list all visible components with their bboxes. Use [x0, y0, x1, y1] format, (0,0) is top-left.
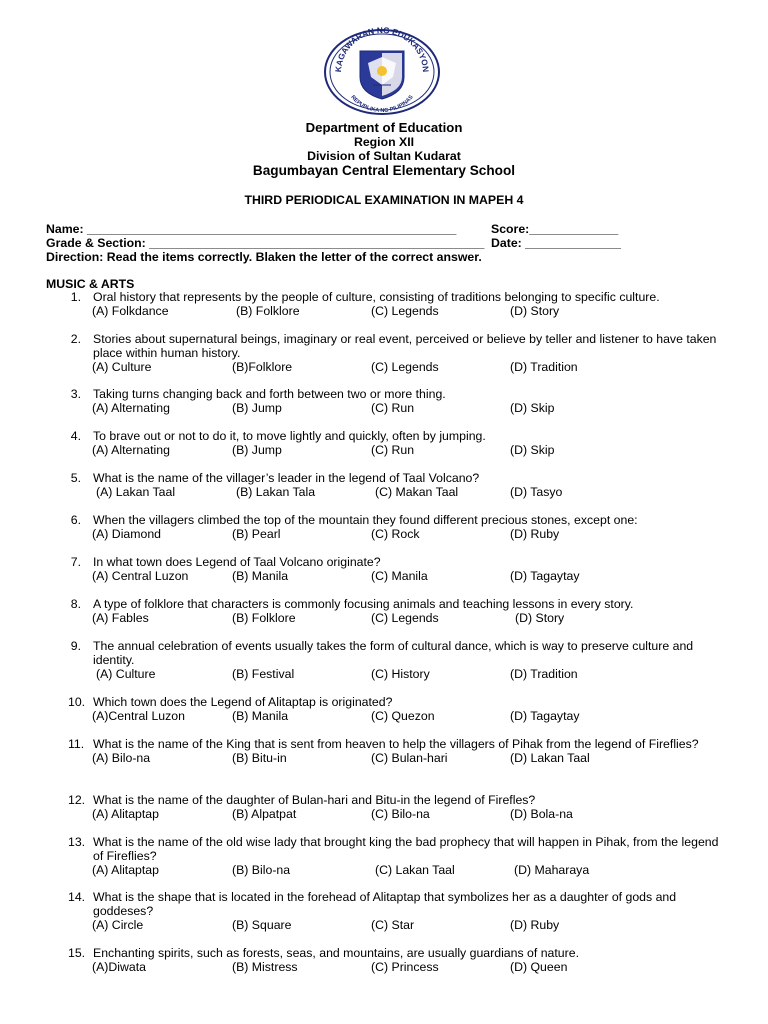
seal-bottom-text: REPUBLIKA NG PILIPINAS [349, 94, 415, 115]
answer-choice-c[interactable]: (C) Princess [371, 959, 439, 974]
answer-choice-b[interactable]: (B) Jump [232, 442, 282, 457]
question-text: When the villagers climbed the top of the mountain they found different precious stones, except one: [93, 513, 638, 527]
answer-choice-d[interactable]: (D) Ruby [510, 526, 560, 541]
question-item [46, 696, 726, 724]
answer-choice-a[interactable]: (A) Folkdance [92, 303, 169, 318]
answer-choices [46, 864, 726, 878]
answer-choice-c[interactable]: (C) Bilo-na [371, 806, 430, 821]
question-text: Stories about supernatural beings, imaginary or real event, perceived or believe by teller and listener to have taken place within human history. [93, 332, 717, 360]
answer-choice-a[interactable]: (A) Alitaptap [92, 862, 159, 877]
question-text: What is the name of the villager’s leader in the legend of Taal Volcano? [93, 471, 480, 485]
answer-choice-b[interactable]: (B) Lakan Tala [236, 484, 316, 499]
answer-choice-c[interactable]: (C) Run [371, 442, 415, 457]
question-number: 1. [70, 290, 81, 304]
answer-choice-c[interactable]: (C) Legends [371, 303, 439, 318]
score-field[interactable]: Score:_____________ [491, 222, 619, 236]
answer-choices [46, 305, 726, 319]
answer-choice-a[interactable]: (A) Culture [96, 666, 156, 681]
answer-choices [46, 486, 726, 500]
answer-choice-b[interactable]: (B) Bitu-in [232, 750, 287, 765]
question-text: What is the name of the King that is sent from heaven to help the villagers of Pihak from the legend of Fireflies? [93, 737, 699, 751]
grade-section-field[interactable]: Grade & Section: _________________________________________________ [46, 236, 485, 250]
school-title: Bagumbayan Central Elementary School [252, 163, 516, 178]
answer-choice-b[interactable]: (B) Jump [232, 400, 282, 415]
answer-choice-d[interactable]: (D) Story [515, 610, 565, 625]
answer-choice-c[interactable]: (C) Legends [371, 610, 439, 625]
question-number: 8. [70, 597, 81, 611]
question-text: What is the shape that is located in the forehead of Alitaptap that symbolizes her as a daughter of gods and goddeses? [93, 890, 677, 918]
answer-choice-a[interactable]: (A) Circle [92, 917, 144, 932]
answer-choice-d[interactable]: (D) Ruby [510, 917, 560, 932]
question-item [46, 947, 726, 975]
answer-choice-d[interactable]: (D) Bola-na [510, 806, 573, 821]
answer-choice-b[interactable]: (B) Folklore [232, 610, 296, 625]
question-number: 9. [70, 639, 81, 653]
answer-choices [46, 402, 726, 416]
answer-choice-d[interactable]: (D) Skip [510, 400, 555, 415]
answer-choices [46, 752, 726, 766]
answer-choice-a[interactable]: (A) Diamond [92, 526, 162, 541]
answer-choice-a[interactable]: (A) Alternating [92, 442, 170, 457]
question-item [46, 333, 726, 375]
question-number: 3. [70, 387, 81, 401]
answer-choice-a[interactable]: (A) Lakan Taal [96, 484, 176, 499]
question-item [46, 598, 726, 626]
answer-choice-c[interactable]: (C) Manila [371, 568, 428, 583]
name-field[interactable]: Name: ______________________________________________________ [46, 222, 457, 236]
answer-choice-b[interactable]: (B) Square [232, 917, 292, 932]
answer-choice-b[interactable]: (B) Bilo-na [232, 862, 291, 877]
question-number: 6. [70, 513, 81, 527]
question-number: 2. [70, 332, 81, 346]
answer-choices [46, 668, 726, 682]
question-text: What is the name of the old wise lady that brought king the bad prophecy that will happen in Pihak, from the legend of Fireflies? [93, 835, 719, 863]
answer-choice-c[interactable]: (C) Quezon [371, 708, 435, 723]
answer-choice-c[interactable]: (C) Run [371, 400, 415, 415]
question-text: Enchanting spirits, such as forests, seas, and mountains, are usually guardians of nature. [93, 946, 579, 960]
answer-choice-b[interactable]: (B) Alpatpat [232, 806, 297, 821]
section-title: MUSIC & ARTS [46, 277, 135, 291]
question-item [46, 556, 726, 584]
answer-choice-b[interactable]: (B) Manila [232, 568, 289, 583]
question-number: 10. [68, 695, 86, 709]
question-item [46, 388, 726, 416]
answer-choice-a[interactable]: (A) Alitaptap [92, 806, 159, 821]
answer-choices [46, 612, 726, 626]
question-text: Which town does the Legend of Alitaptap is originated? [93, 695, 393, 709]
answer-choice-a[interactable]: (A)Central Luzon [92, 708, 185, 723]
answer-choices [46, 444, 726, 458]
department-title: Department of Education [305, 120, 463, 135]
answer-choice-d[interactable]: (D) Skip [510, 442, 555, 457]
answer-choice-b[interactable]: (B) Pearl [232, 526, 281, 541]
answer-choice-c[interactable]: (C) History [371, 666, 430, 681]
deped-seal [323, 27, 441, 115]
answer-choice-a[interactable]: (A) Fables [92, 610, 149, 625]
question-item [46, 291, 726, 319]
answer-choice-d[interactable]: (D) Tagaytay [510, 708, 580, 723]
answer-choices [46, 528, 726, 542]
question-number: 14. [68, 890, 86, 904]
region-title: Region XII [353, 135, 415, 149]
question-text: Taking turns changing back and forth between two or more thing. [93, 387, 446, 401]
question-item [46, 891, 726, 933]
answer-choice-a[interactable]: (A)Diwata [92, 959, 146, 974]
question-text: To brave out or not to do it, to move lightly and quickly, often by jumping. [93, 429, 486, 443]
seal-top-text: KAGAWARAN NG EDUKASYON [332, 27, 432, 73]
question-item [46, 430, 726, 458]
division-title: Division of Sultan Kudarat [307, 149, 461, 163]
direction-text: Direction: Read the items correctly. Blaken the letter of the correct answer. [46, 250, 482, 264]
question-number: 15. [68, 946, 86, 960]
exam-title: THIRD PERIODICAL EXAMINATION IN MAPEH 4 [244, 193, 524, 207]
answer-choice-c[interactable]: (C) Bulan-hari [371, 750, 448, 765]
answer-choice-a[interactable]: (A) Central Luzon [92, 568, 189, 583]
question-text: The annual celebration of events usually takes the form of cultural dance, which is way to preserve culture and identity. [93, 639, 694, 667]
question-item [46, 472, 726, 500]
answer-choice-c[interactable]: (C) Lakan Taal [375, 862, 455, 877]
answer-choices [46, 570, 726, 584]
question-item [46, 640, 726, 682]
answer-choice-b[interactable]: (B) Manila [232, 708, 289, 723]
question-number: 5. [70, 471, 81, 485]
answer-choices [46, 710, 726, 724]
answer-choices [46, 361, 726, 375]
question-text: In what town does Legend of Taal Volcano originate? [93, 555, 381, 569]
answer-choice-a[interactable]: (A) Alternating [92, 400, 170, 415]
answer-choice-b[interactable]: (B)Folklore [232, 359, 293, 374]
question-text: What is the name of the daughter of Bulan-hari and Bitu-in the legend of Firefles? [93, 793, 536, 807]
answer-choice-d[interactable]: (D) Story [510, 303, 560, 318]
question-number: 7. [70, 555, 81, 569]
question-number: 11. [68, 737, 85, 751]
question-number: 13. [68, 835, 86, 849]
answer-choice-d[interactable]: (D) Tasyo [510, 484, 563, 499]
answer-choice-c[interactable]: (C) Legends [371, 359, 439, 374]
question-item [46, 738, 726, 766]
question-item [46, 836, 726, 878]
answer-choice-d[interactable]: (D) Maharaya [514, 862, 590, 877]
question-number: 12. [68, 793, 86, 807]
question-item [46, 514, 726, 542]
answer-choice-d[interactable]: (D) Lakan Taal [510, 750, 590, 765]
answer-choices [46, 919, 726, 933]
answer-choices [46, 808, 726, 822]
answer-choice-a[interactable]: (A) Bilo-na [92, 750, 151, 765]
answer-choice-c[interactable]: (C) Star [371, 917, 415, 932]
answer-choice-a[interactable]: (A) Culture [92, 359, 152, 374]
answer-choice-b[interactable]: (B) Folklore [236, 303, 300, 318]
answer-choice-c[interactable]: (C) Rock [371, 526, 420, 541]
answer-choice-d[interactable]: (D) Tradition [510, 359, 578, 374]
question-number: 4. [70, 429, 81, 443]
question-text: A type of folklore that characters is commonly focusing animals and teaching lessons in every story. [93, 597, 634, 611]
question-text: Oral history that represents by the people of culture, consisting of traditions belonging to specific culture. [93, 290, 660, 304]
answer-choice-d[interactable]: (D) Queen [510, 959, 568, 974]
answer-choices [46, 961, 726, 975]
answer-choice-b[interactable]: (B) Mistress [232, 959, 298, 974]
answer-choice-c[interactable]: (C) Makan Taal [375, 484, 459, 499]
answer-choice-b[interactable]: (B) Festival [232, 666, 295, 681]
answer-choice-d[interactable]: (D) Tradition [510, 666, 578, 681]
answer-choice-d[interactable]: (D) Tagaytay [510, 568, 580, 583]
question-item [46, 794, 726, 822]
date-field[interactable]: Date: ______________ [491, 236, 621, 250]
